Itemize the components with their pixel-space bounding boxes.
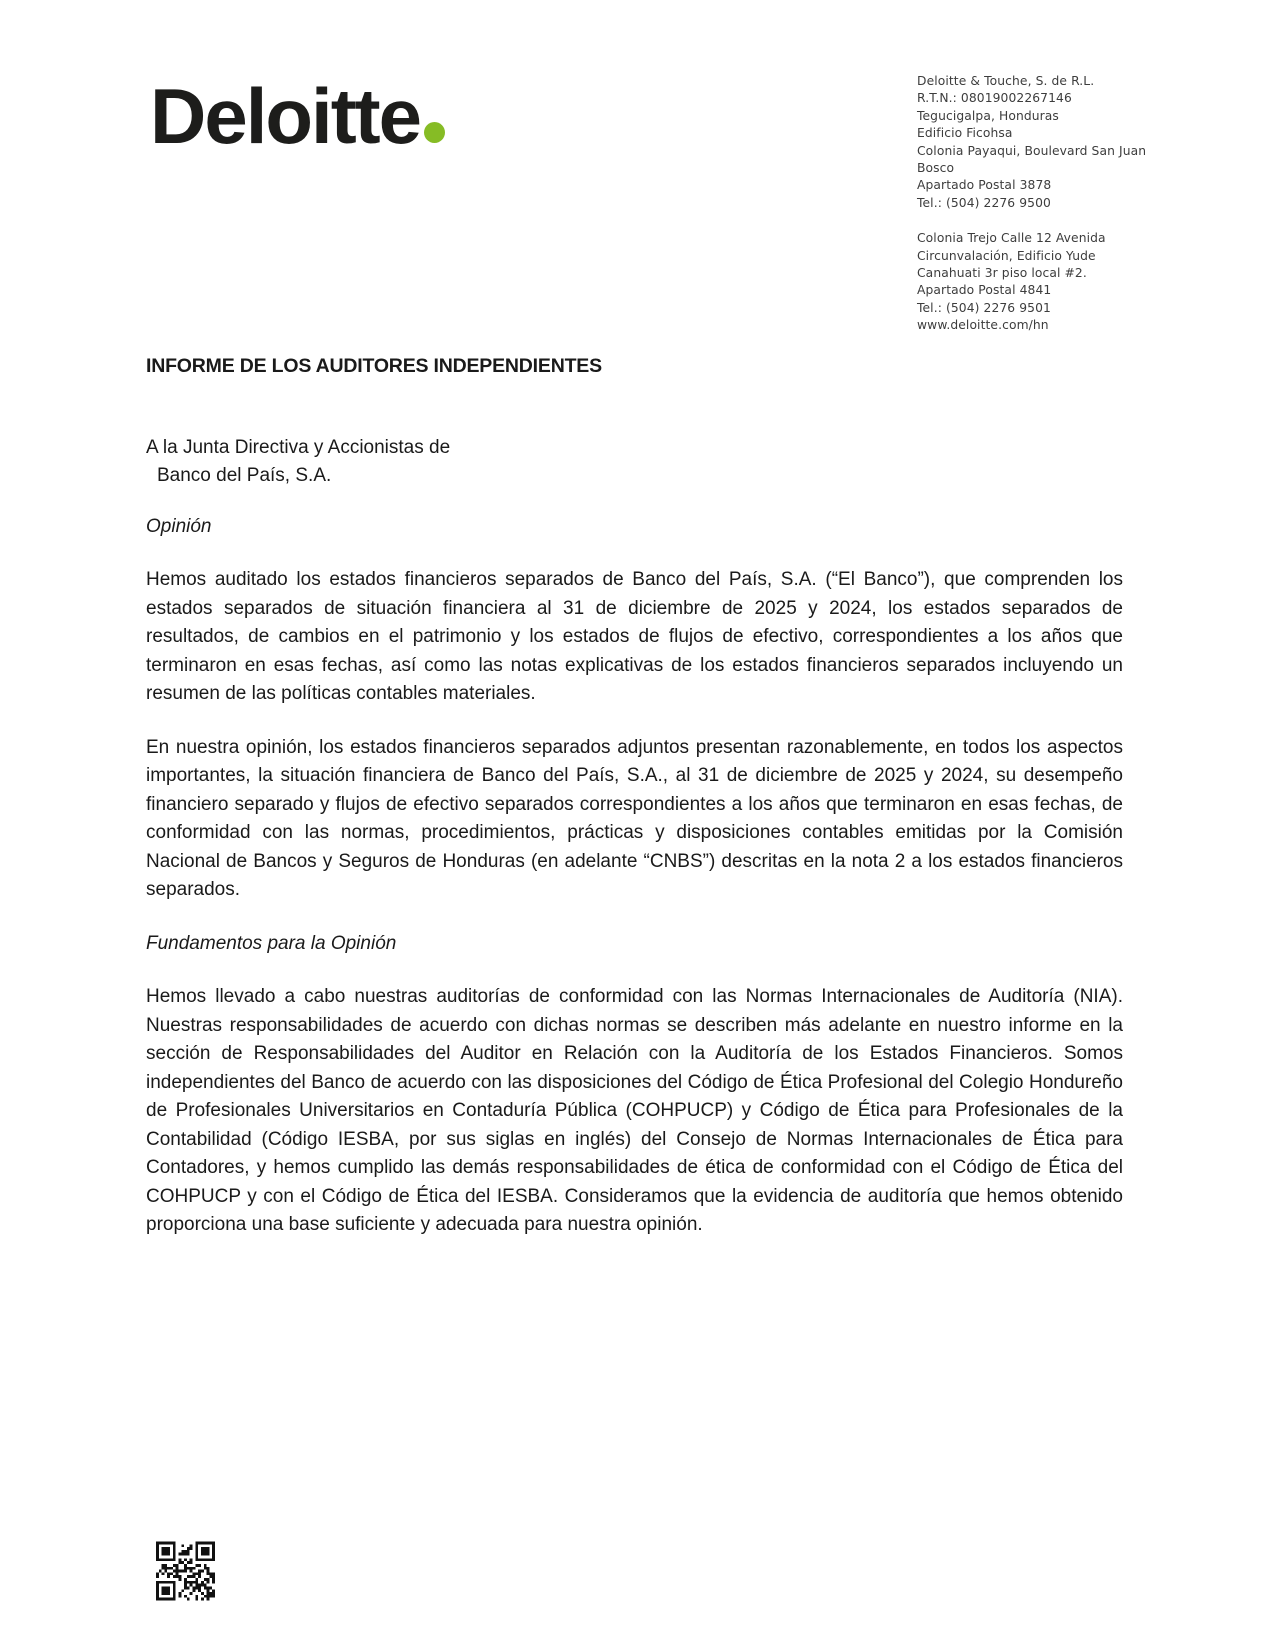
address-line: Tel.: (504) 2276 9500 — [917, 195, 1051, 210]
paragraph-opinion-1: Hemos auditado los estados financieros separados de Banco del País, S.A. (“El Banco”), que comprenden los estados separados de situación financiera al 31 de diciembre de 2025 y 2024, los estados separados de resultados, de cambios en el patrimonio y los estados de flujos de efectivo, correspondientes a los años que terminaron en esas fechas, así como las notas explicativas de los estados financieros separados incluyendo un resumen de las políticas contables materiales. — [146, 569, 1123, 704]
address-line: R.T.N.: 08019002267146 — [917, 91, 1072, 106]
address-line: Apartado Postal 4841 — [917, 283, 1052, 298]
letterhead — [917, 73, 1167, 335]
salutation-line-1: A la Junta Directiva y Accionistas de — [146, 436, 451, 458]
section-heading-opinion: Opinión — [146, 515, 212, 537]
address-line: www.deloitte.com/hn — [917, 318, 1049, 333]
paragraph-fundamentos-1: Hemos llevado a cabo nuestras auditorías de conformidad con las Normas Internacionales de Auditoría (NIA). Nuestras responsabilidades de acuerdo con dichas normas se describen más adelante en nuestro informe en la sección de Responsabilidades del Auditor en Relación con la Auditoría de los Estados Financieros. Somos independientes del Banco de acuerdo con las disposiciones del Código de Ética Profesional del Colegio Hondureño de Profesionales Universitarios en Contaduría Pública (COHPUCP) y Código de Ética para Profesionales de la Contabilidad (Código IESBA, por sus siglas en inglés) del Consejo de Normas Internacionales de Ética para Contadores, y hemos cumplido las demás responsabilidades de ética de conformidad con el Código de Ética del COHPUCP y con el Código de Ética del IESBA. Consideramos que la evidencia de auditoría que hemos obtenido proporciona una base suficiente y adecuada para nuestra opinión. — [146, 986, 1123, 1235]
address-line: Deloitte & Touche, S. de R.L. — [917, 74, 1095, 88]
address-line: Tegucigalpa, Honduras — [917, 108, 1059, 123]
address-line: Tel.: (504) 2276 9501 — [917, 300, 1051, 315]
qr-code — [156, 1540, 215, 1602]
address-line: Circunvalación, Edificio Yude — [917, 248, 1096, 263]
logo-wordmark: Deloitte — [150, 72, 421, 160]
address-line: Edificio Ficohsa — [917, 126, 1013, 141]
deloitte-logo — [150, 72, 445, 160]
address-line: Apartado Postal 3878 — [917, 178, 1052, 193]
logo-dot-icon — [424, 122, 445, 143]
office-address-primary — [917, 73, 1167, 212]
salutation — [146, 434, 1123, 491]
address-line: Colonia Trejo Calle 12 Avenida — [917, 231, 1106, 246]
section-heading-fundamentos: Fundamentos para la Opinión — [146, 932, 397, 954]
letter-body — [146, 352, 1123, 1265]
address-line: Canahuati 3r piso local #2. — [917, 266, 1087, 281]
address-line: Colonia Payaqui, Boulevard San Juan — [917, 143, 1147, 158]
paragraph-opinion-2: En nuestra opinión, los estados financieros separados adjuntos presentan razonablemente, en todos los aspectos importantes, la situación financiera de Banco del País, S.A., al 31 de diciembre de 2025 y 2024, su desempeño financiero separado y flujos de efectivo separados correspondientes a los años que terminaron en esas fechas, de conformidad con las normas, procedimientos, prácticas y disposiciones contables emitidas por la Comisión Nacional de Bancos y Seguros de Honduras (en adelante “CNBS”) descritas en la nota 2 a los estados financieros separados. — [146, 736, 1123, 900]
office-address-secondary — [917, 230, 1167, 334]
report-title: INFORME DE LOS AUDITORES INDEPENDIENTES — [146, 355, 602, 377]
address-line: Bosco — [917, 161, 955, 176]
salutation-line-2: Banco del País, S.A. — [157, 465, 332, 486]
